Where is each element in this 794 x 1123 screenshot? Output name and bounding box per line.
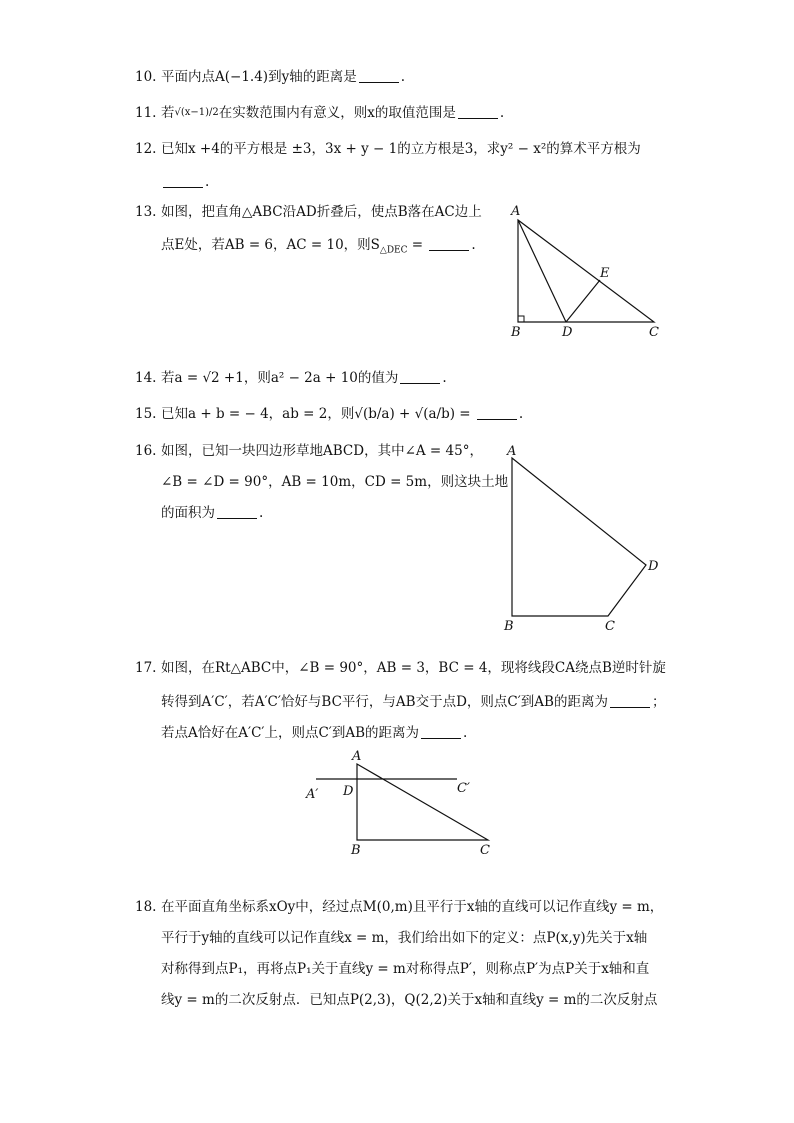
question-text: 如图，把直角△ABC沿AD折叠后，使点B落在AC边上 [161, 204, 482, 220]
triangle-abc [357, 764, 488, 840]
label-a-prime: A′ [306, 787, 319, 802]
question-17 [135, 658, 666, 678]
answer-blank[interactable] [610, 693, 650, 708]
figure-13 [500, 198, 670, 343]
question-17-line2 [161, 692, 665, 712]
question-13 [135, 202, 482, 222]
label-a: A [507, 444, 517, 459]
fraction-expression: √(x−1)/2 [174, 107, 219, 118]
question-text: ； [651, 694, 666, 710]
question-text: 在实数范围内有意义，则x的取值范围是 [218, 105, 456, 121]
answer-blank[interactable] [400, 369, 440, 384]
answer-blank[interactable] [217, 504, 257, 519]
question-text: 如图，在Rt△ABC中，∠B = 90°，AB = 3，BC = 4，现将线段CA绕点B逆时针旋 [161, 660, 666, 676]
question-number: 16. [135, 443, 157, 459]
question-text-end: . [205, 174, 210, 190]
right-angle-mark [518, 316, 524, 322]
question-15 [135, 404, 523, 424]
question-16 [135, 441, 483, 461]
segment-ad [518, 220, 566, 322]
question-text-end: . [471, 237, 476, 253]
question-number: 13. [135, 204, 157, 220]
question-text-end: . [463, 725, 468, 741]
label-c: C [480, 843, 490, 858]
question-17-line3 [161, 723, 467, 743]
label-b: B [504, 619, 514, 634]
label-e: E [600, 266, 610, 281]
question-text-end: . [259, 505, 264, 521]
question-number: 15. [135, 406, 157, 422]
question-10 [135, 67, 405, 87]
answer-blank[interactable] [421, 724, 461, 739]
answer-blank[interactable] [477, 405, 517, 420]
question-text: 已知x +4的平方根是 ±3，3x + y − 1的立方根是3，求y² − x²的算术平方根为 [161, 141, 641, 157]
question-text-end: . [442, 370, 447, 386]
question-14 [135, 368, 447, 388]
question-text: 平面内点A(−1.4)到y轴的距离是 [161, 69, 357, 85]
label-c-prime: C′ [457, 781, 470, 796]
question-text: 平行于y轴的直线可以记作直线x = m，我们给出如下的定义：点P(x,y)先关于x轴 [161, 930, 648, 946]
question-18 [135, 897, 663, 917]
question-12-line2 [161, 172, 209, 192]
question-text: ∠B = ∠D = 90°，AB = 10m，CD = 5m，则这块土地 [161, 474, 509, 490]
question-18-line2 [161, 928, 647, 948]
figure-17 [300, 746, 500, 861]
question-text: 转得到A′C′，若A′C′恰好与BC平行，与AB交于点D，则点C′到AB的距离为 [161, 694, 608, 710]
label-d: D [648, 559, 659, 574]
question-18-line4 [161, 990, 657, 1010]
question-number: 11. [135, 105, 157, 121]
question-number: 14. [135, 370, 157, 386]
question-13-line2 [161, 235, 476, 261]
answer-blank[interactable] [359, 68, 399, 83]
question-text: 若a = √2 +1，则a² − 2a + 10的值为 [161, 370, 399, 386]
label-b: B [511, 325, 521, 340]
question-text: 若点A恰好在A′C′上，则点C′到AB的距离为 [161, 725, 420, 741]
question-text: 若 [161, 105, 175, 121]
question-text-end: . [518, 406, 524, 422]
answer-blank[interactable] [458, 104, 498, 119]
subscript: △DEC [379, 245, 408, 256]
question-text: 已知a + b = − 4，ab = 2，则√(b/a) + √(a/b) = [161, 406, 475, 422]
label-d: D [562, 325, 573, 340]
label-a: A [352, 749, 362, 764]
label-c: C [605, 619, 615, 634]
question-12 [135, 139, 641, 159]
question-16-line2 [161, 472, 508, 492]
question-text: = [407, 237, 428, 253]
question-number: 10. [135, 69, 157, 85]
question-number: 12. [135, 141, 157, 157]
answer-blank[interactable] [429, 236, 469, 251]
question-number: 17. [135, 660, 157, 676]
question-text: 对称得到点P₁，再将点P₁关于直线y = m对称得点P′，则称点P′为点P关于x轴和直 [161, 961, 650, 977]
answer-blank[interactable] [163, 173, 203, 188]
label-c: C [649, 325, 659, 340]
question-text-end: . [400, 69, 405, 85]
label-b: B [351, 843, 361, 858]
label-a: A [511, 204, 521, 219]
question-number: 18. [135, 899, 157, 915]
label-d: D [343, 784, 354, 799]
question-16-line3 [161, 503, 263, 523]
question-11 [135, 103, 504, 123]
question-18-line3 [161, 959, 649, 979]
question-text: 线y = m的二次反射点．已知点P(2,3)，Q(2,2)关于x轴和直线y = m的二次反射点 [161, 992, 658, 1008]
question-text: 在平面直角坐标系xOy中，经过点M(0,m)且平行于x轴的直线可以记作直线y = m， [161, 899, 664, 915]
question-text-end: . [499, 105, 505, 121]
quadrilateral-abcd [512, 458, 646, 616]
question-text: 点E处，若AB = 6，AC = 10，则S [161, 237, 380, 253]
triangle-abc [518, 220, 654, 322]
segment-de [566, 280, 600, 322]
figure-16 [500, 440, 670, 635]
question-text: 的面积为 [161, 505, 215, 521]
question-text: 如图，已知一块四边形草地ABCD，其中∠A = 45°， [161, 443, 483, 459]
